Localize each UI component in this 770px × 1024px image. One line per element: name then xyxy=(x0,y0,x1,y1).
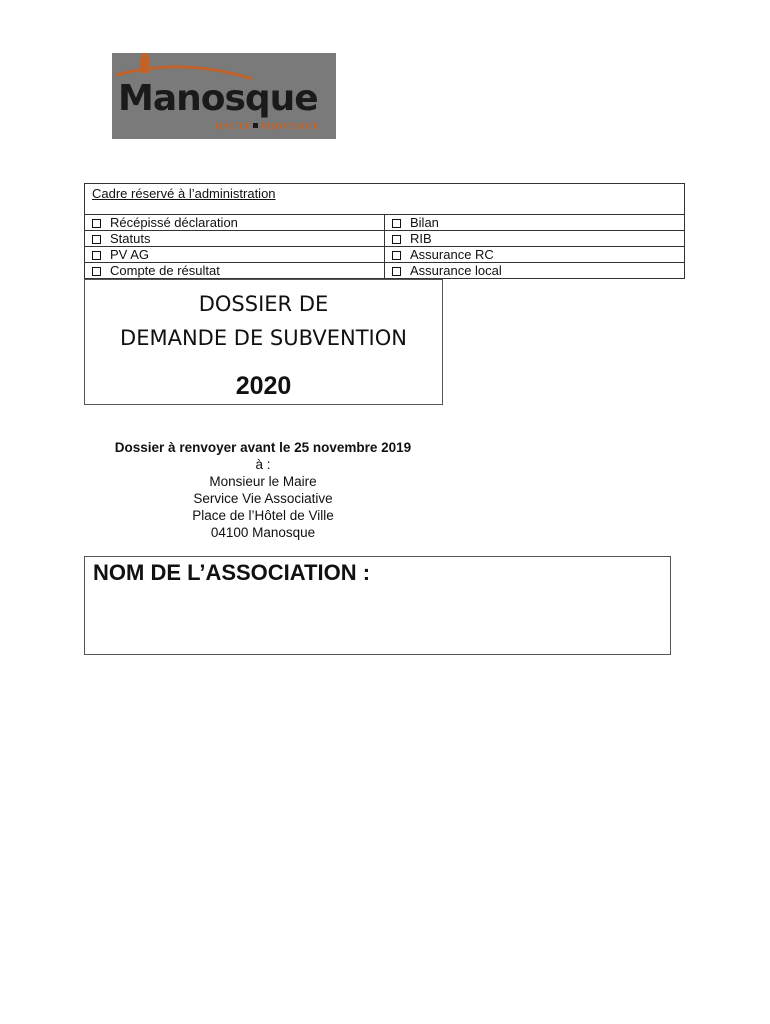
checklist-item: RIB xyxy=(385,231,684,247)
recipient-text: Monsieur le Maire xyxy=(209,474,317,489)
admin-right-column xyxy=(384,215,684,279)
title-line-1: DOSSIER DE xyxy=(198,292,329,316)
service-text: Service Vie Associative xyxy=(193,491,333,506)
address-text: Place de l’Hôtel de Ville xyxy=(192,508,334,523)
dossier-title-box xyxy=(84,279,443,405)
checkbox-icon[interactable] xyxy=(392,251,401,260)
logo-name: Manosque xyxy=(118,78,318,119)
admin-left-column xyxy=(85,215,384,279)
checkbox-icon[interactable] xyxy=(92,235,101,244)
checklist-item: Statuts xyxy=(85,231,384,247)
admin-heading: Cadre réservé à l’administration xyxy=(85,184,684,215)
deadline-text: Dossier à renvoyer avant le 25 novembre 2019 xyxy=(114,440,412,455)
checkbox-icon[interactable] xyxy=(92,219,101,228)
title-line-2: DEMANDE DE SUBVENTION xyxy=(120,326,407,350)
checklist-item: PV AG xyxy=(85,247,384,263)
checklist-item: Bilan xyxy=(385,215,684,231)
logo-subtitle: HAUTE PROVENCE xyxy=(214,122,320,132)
checklist-item: Récépissé déclaration xyxy=(85,215,384,231)
checkbox-icon[interactable] xyxy=(392,235,401,244)
association-name-box[interactable] xyxy=(84,556,671,655)
checkbox-icon[interactable] xyxy=(92,251,101,260)
sending-instructions xyxy=(84,439,442,541)
checkbox-icon[interactable] xyxy=(392,219,401,228)
association-label: NOM DE L’ASSOCIATION : xyxy=(93,560,371,585)
admin-checklist xyxy=(84,183,685,279)
city-text: 04100 Manosque xyxy=(210,525,316,540)
checkbox-icon[interactable] xyxy=(392,267,401,276)
checklist-item: Assurance RC xyxy=(385,247,684,263)
checkbox-icon[interactable] xyxy=(92,267,101,276)
manosque-logo xyxy=(112,53,336,139)
checklist-item: Compte de résultat xyxy=(85,263,384,279)
checklist-item: Assurance local xyxy=(385,263,684,279)
title-year: 2020 xyxy=(235,372,292,400)
to-text: à : xyxy=(255,457,271,472)
